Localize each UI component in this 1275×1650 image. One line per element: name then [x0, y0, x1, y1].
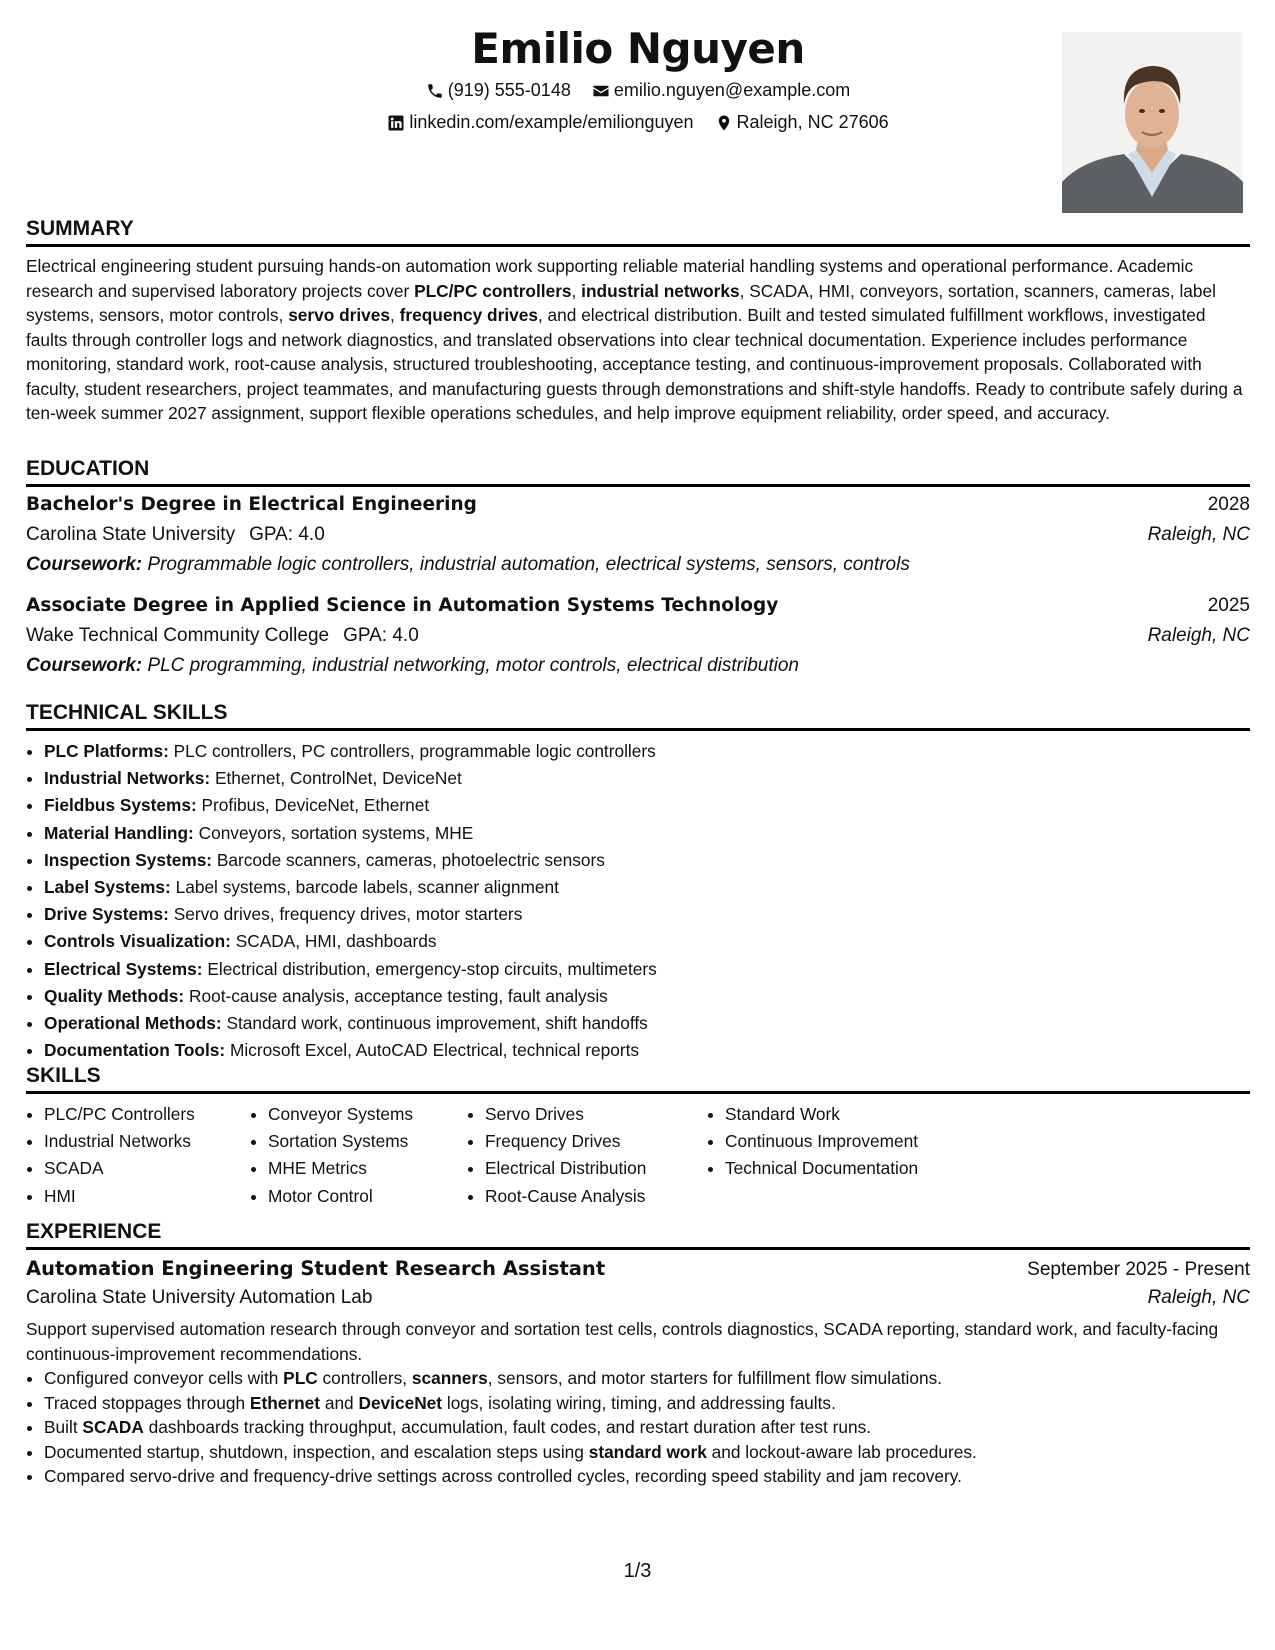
resume-header [26, 0, 1250, 220]
summary-text-5: , and electrical distribution. Built and tested simulated fulfillment workflows, investigated faults through controller logs and network diagnostics, and translated observations into clear technical documentation. Experience includes performance monitoring, standard work, root-cause analysis, structured troubleshooting, acceptance testing, and continuous-improvement proposals. Collaborated with faculty, student researchers, project teammates, and manufacturing guests through demonstrations and shift-style handoffs. Ready to contribute safely during a ten-week summer 2027 assignment, support flexible operations schedules, and help improve equipment reliability, order speed, and accuracy. [26, 305, 1243, 423]
summary-bold-3: servo drives [288, 305, 391, 325]
skills-column-3 [467, 1101, 707, 1210]
coursework-label: Coursework: [26, 655, 143, 676]
degree-date: 2028 [1207, 494, 1250, 515]
degree-title: Bachelor's Degree in Electrical Engineering [26, 494, 477, 515]
degree-title: Associate Degree in Applied Science in Automation Systems Technology [26, 595, 779, 616]
envelope-icon [592, 82, 610, 100]
school-name: Carolina State University [26, 524, 236, 545]
list-item [44, 1391, 1250, 1416]
summary-text-1: Electrical engineering student pursuing hands-on automation work supporting reliable material handling systems and operational performance. Academic research and supervised laboratory projects cover [26, 256, 1194, 301]
skill-label: Label Systems: [44, 877, 171, 898]
list-item [44, 847, 1250, 874]
linkedin-icon [387, 114, 405, 132]
skill-label: Electrical Systems: [44, 958, 203, 979]
bullet-text: Documented startup, shutdown, inspection, and escalation steps using [44, 1441, 589, 1462]
location-text: Raleigh, NC 27606 [736, 112, 889, 132]
coursework-text: PLC programming, industrial networking, motor controls, electrical distribution [147, 655, 799, 676]
technical-skills-section [26, 701, 1250, 1064]
skill-value: Profibus, DeviceNet, Ethernet [201, 795, 430, 816]
list-item: • Industrial Networks [44, 1128, 250, 1155]
list-item [44, 901, 1250, 928]
coursework [26, 655, 1250, 677]
skills-column-1 [26, 1101, 250, 1210]
bullet-text: controllers, [317, 1368, 412, 1388]
skills-section [26, 1064, 1250, 1210]
list-item: • Continuous Improvement [725, 1128, 1025, 1155]
skills-column-2 [250, 1101, 467, 1210]
list-item [44, 738, 1250, 765]
skills-columns [26, 1101, 1250, 1210]
list-item: • Root-Cause Analysis [485, 1183, 707, 1210]
school-name: Wake Technical Community College [26, 625, 330, 646]
section-title-experience: EXPERIENCE [26, 1220, 1250, 1250]
bullet-text: and lockout-aware lab procedures. [706, 1441, 977, 1462]
list-item [44, 792, 1250, 819]
page-number: 1/3 [623, 1560, 652, 1582]
skill-label: Fieldbus Systems: [44, 795, 197, 816]
list-item [44, 1415, 1250, 1440]
job-organization: Carolina State University Automation Lab [26, 1287, 373, 1308]
skill-value: Barcode scanners, cameras, photoelectric sensors [216, 849, 605, 870]
phone-number: (919) 555-0148 [447, 80, 571, 100]
section-title-skills: SKILLS [26, 1064, 1250, 1094]
bullet-keyword: scanners [411, 1368, 488, 1388]
summary-bold-1: PLC/PC controllers [414, 280, 572, 301]
bullet-text: , sensors, and motor starters for fulfillment flow simulations. [487, 1368, 943, 1388]
skill-value: Label systems, barcode labels, scanner alignment [175, 877, 559, 898]
skill-value: Standard work, continuous improvement, shift handoffs [226, 1013, 648, 1034]
bullet-text: logs, isolating wiring, timing, and addressing faults. [442, 1392, 836, 1413]
degree-date: 2025 [1207, 595, 1250, 616]
skill-value: Servo drives, frequency drives, motor starters [173, 904, 523, 925]
skill-label: Drive Systems: [44, 904, 169, 925]
school-location: Raleigh, NC [1147, 524, 1250, 545]
email-contact[interactable] [592, 80, 850, 101]
skill-value: PLC controllers, PC controllers, programmable logic controllers [173, 741, 656, 761]
gpa: GPA: 4.0 [249, 524, 325, 545]
bullet-keyword: Ethernet [249, 1392, 321, 1413]
bullet-keyword: DeviceNet [358, 1392, 443, 1413]
skill-value: Microsoft Excel, AutoCAD Electrical, technical reports [229, 1040, 640, 1061]
list-item [44, 874, 1250, 901]
list-item [44, 1440, 1250, 1465]
list-item [44, 1010, 1250, 1037]
skills-column-4 [707, 1101, 1025, 1210]
candidate-name: Emilio Nguyen [471, 24, 805, 73]
job-intro: Support supervised automation research through conveyor and sortation test cells, controls diagnostics, SCADA reporting, standard work, and faculty-facing continuous-improvement recommendations. [26, 1319, 1219, 1364]
list-item [44, 1037, 1250, 1064]
coursework [26, 554, 1250, 576]
section-title-education: EDUCATION [26, 457, 1250, 487]
skill-label: Controls Visualization: [44, 931, 231, 952]
skill-value: Electrical distribution, emergency-stop circuits, multimeters [207, 958, 657, 979]
job-bullets [26, 1366, 1250, 1489]
experience-section [26, 1220, 1250, 1489]
map-pin-icon [715, 114, 733, 132]
technical-skills-list [26, 738, 1250, 1064]
bullet-keyword: standard work [588, 1441, 707, 1462]
summary-bold-2: industrial networks [581, 280, 740, 301]
list-item: • MHE Metrics [268, 1155, 467, 1182]
list-item: • Servo Drives [485, 1101, 707, 1128]
phone-icon [426, 82, 444, 100]
job-date: September 2025 - Present [1027, 1259, 1250, 1280]
bullet-text: Built [44, 1417, 83, 1437]
section-title-technical-skills: TECHNICAL SKILLS [26, 701, 1250, 731]
summary-bold-4: frequency drives [399, 305, 538, 325]
job-title: Automation Engineering Student Research Assistant [26, 1257, 606, 1280]
list-item: • HMI [44, 1183, 250, 1210]
list-item: • Frequency Drives [485, 1128, 707, 1155]
gpa: GPA: 4.0 [343, 625, 419, 646]
summary-text-4: , [390, 305, 400, 325]
list-item: • Electrical Distribution [485, 1155, 707, 1182]
coursework-label: Coursework: [26, 554, 143, 575]
skill-value: Root-cause analysis, acceptance testing, fault analysis [189, 985, 608, 1006]
summary-section [26, 217, 1250, 426]
bullet-text: Configured conveyor cells with [44, 1368, 284, 1388]
bullet-keyword: PLC [283, 1368, 318, 1388]
phone-contact [426, 80, 571, 101]
education-entry [26, 595, 1250, 703]
education-entry [26, 494, 1250, 602]
skill-label: Inspection Systems: [44, 849, 213, 870]
list-item: • Technical Documentation [725, 1155, 1025, 1182]
list-item [44, 1366, 1250, 1391]
email-address[interactable]: emilio.nguyen@example.com [613, 80, 851, 100]
skill-label: Operational Methods: [44, 1013, 222, 1034]
bullet-keyword: SCADA [82, 1417, 144, 1437]
summary-text-2: , [571, 280, 582, 301]
list-item [44, 928, 1250, 955]
location-contact [715, 112, 889, 133]
summary-text [26, 254, 1250, 426]
list-item: • Sortation Systems [268, 1128, 467, 1155]
coursework-text: Programmable logic controllers, industrial automation, electrical systems, sensors, controls [147, 554, 910, 575]
skill-value: Ethernet, ControlNet, DeviceNet [214, 768, 462, 789]
bullet-text: dashboards tracking throughput, accumulation, fault codes, and restart duration after test runs. [143, 1417, 872, 1437]
skill-label: Industrial Networks: [44, 768, 211, 789]
skill-value: Conveyors, sortation systems, MHE [198, 822, 474, 843]
profile-photo [1062, 32, 1243, 213]
list-item: • PLC/PC Controllers [44, 1101, 250, 1128]
list-item [44, 1464, 1250, 1489]
list-item [44, 820, 1250, 847]
bullet-text: and [320, 1392, 359, 1413]
skill-label: PLC Platforms: [44, 741, 169, 761]
job-location: Raleigh, NC [1147, 1287, 1250, 1308]
linkedin-url[interactable]: linkedin.com/example/emilionguyen [409, 112, 694, 132]
bullet-text: Compared servo-drive and frequency-drive settings across controlled cycles, recording speed stability and jam recovery. [44, 1466, 962, 1486]
list-item: • Standard Work [725, 1101, 1025, 1128]
list-item [44, 765, 1250, 792]
bullet-text: Traced stoppages through [44, 1392, 250, 1413]
skill-label: Material Handling: [44, 822, 194, 843]
skill-label: Documentation Tools: [44, 1040, 226, 1061]
skill-value: SCADA, HMI, dashboards [235, 931, 437, 952]
list-item [44, 983, 1250, 1010]
list-item: • Conveyor Systems [268, 1101, 467, 1128]
skill-label: Quality Methods: [44, 985, 185, 1006]
list-item: • SCADA [44, 1155, 250, 1182]
summary-text-3: , SCADA, HMI, conveyors, sortation, scanners, cameras, label systems, sensors, motor controls, [26, 280, 1216, 325]
section-title-summary: SUMMARY [26, 217, 1250, 247]
list-item: • Motor Control [268, 1183, 467, 1210]
education-section [26, 457, 1250, 703]
school-location: Raleigh, NC [1147, 625, 1250, 646]
list-item [44, 956, 1250, 983]
linkedin-contact[interactable] [387, 112, 693, 133]
